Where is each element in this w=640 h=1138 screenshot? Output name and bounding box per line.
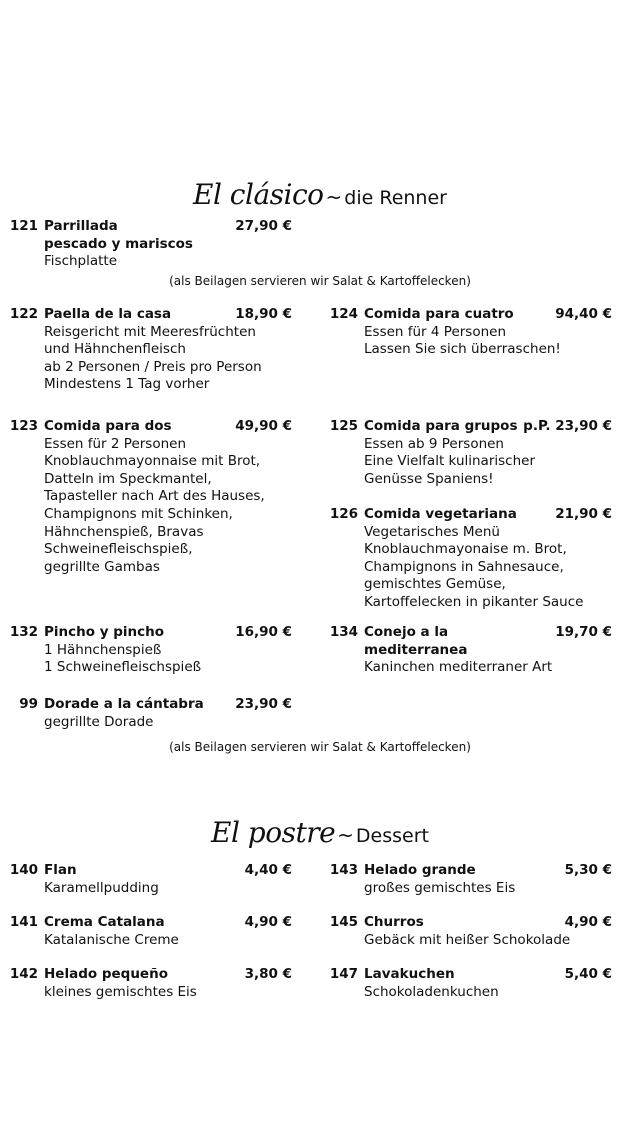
item-number: 145 <box>329 914 358 930</box>
item-price: 18,90 € <box>235 306 292 322</box>
item-number: 140 <box>9 862 38 878</box>
tilde-separator: ~ <box>325 185 343 209</box>
item-name: Paella de la casa <box>44 306 172 322</box>
item-name: Dorade a la cántabra <box>44 696 204 712</box>
item-number: 123 <box>9 418 38 434</box>
item-number: 125 <box>329 418 358 434</box>
item-name: Churros <box>364 914 424 930</box>
item-number: 122 <box>9 306 38 322</box>
item-description: Kaninchen mediterraner Art <box>364 659 553 676</box>
section-heading-postre <box>0 816 640 849</box>
item-name: Comida para cuatro <box>364 306 514 322</box>
item-description: Tapasteller nach Art des Hauses, <box>44 488 265 505</box>
item-description: großes gemischtes Eis <box>364 879 516 896</box>
item-number: 147 <box>329 966 358 982</box>
item-description: Karamellpudding <box>44 879 159 896</box>
item-number: 143 <box>329 862 358 878</box>
item-description: gegrillte Gambas <box>44 558 160 575</box>
section-subtitle: Dessert <box>355 825 429 847</box>
section-script-title: El clásico <box>193 178 324 211</box>
item-description: Essen für 4 Personen <box>364 323 507 340</box>
item-description: Fischplatte <box>44 253 118 270</box>
item-number: 126 <box>329 506 358 522</box>
item-number: 121 <box>9 218 38 234</box>
item-name: Comida para grupos <box>364 418 518 434</box>
item-description: Katalanische Creme <box>44 931 179 948</box>
item-description: Schweinefleischspieß, <box>44 541 193 558</box>
item-price: 23,90 € <box>235 696 292 712</box>
item-name: Crema Catalana <box>44 914 165 930</box>
item-description: Essen für 2 Personen <box>44 435 187 452</box>
item-price: 4,40 € <box>244 862 292 878</box>
item-name: Helado grande <box>364 862 476 878</box>
item-name: mediterranea <box>364 641 468 658</box>
item-price: 19,70 € <box>555 624 612 640</box>
item-description: 1 Schweinefleischspieß <box>44 659 202 676</box>
item-price: 4,90 € <box>564 914 612 930</box>
item-price: 27,90 € <box>235 218 292 234</box>
item-description: Eine Vielfalt kulinarischer <box>364 453 535 470</box>
item-name: Helado pequeño <box>44 966 168 982</box>
item-name: Comida para dos <box>44 418 172 434</box>
item-price: 5,40 € <box>564 966 612 982</box>
item-number: 99 <box>19 696 38 712</box>
item-description: Reisgericht mit Meeresfrüchten <box>44 323 256 340</box>
item-description: gemischtes Gemüse, <box>364 576 506 593</box>
item-number: 141 <box>9 914 38 930</box>
item-description: Gebäck mit heißer Schokolade <box>364 931 571 948</box>
item-name: Flan <box>44 862 77 878</box>
section-heading-clasico <box>0 178 640 211</box>
item-name: Pincho y pincho <box>44 624 165 640</box>
item-description: 1 Hähnchenspieß <box>44 641 162 658</box>
item-description: Schokoladenkuchen <box>364 983 499 1000</box>
item-price: 49,90 € <box>235 418 292 434</box>
item-description: Knoblauchmayonnaise mit Brot, <box>44 453 261 470</box>
section-subtitle: die Renner <box>344 187 447 209</box>
item-price: 94,40 € <box>555 306 612 322</box>
side-dish-note: (als Beilagen servieren wir Salat & Kartoffelecken) <box>169 274 471 288</box>
item-description: Champignons mit Schinken, <box>44 505 233 522</box>
section-script-title: El postre <box>211 816 336 849</box>
item-name: pescado y mariscos <box>44 235 193 252</box>
item-description: ab 2 Personen / Preis pro Person <box>44 358 262 375</box>
item-description: gegrillte Dorade <box>44 713 154 730</box>
item-description: Lassen Sie sich überraschen! <box>364 341 561 358</box>
item-description: Essen ab 9 Personen <box>364 435 504 452</box>
item-description: Hähnchenspieß, Bravas <box>44 523 204 540</box>
item-description: Datteln im Speckmantel, <box>44 470 212 487</box>
item-price: p.P. 23,90 € <box>523 418 612 434</box>
item-name: Parrillada <box>44 218 118 234</box>
item-description: Genüsse Spaniens! <box>364 470 494 487</box>
item-price: 3,80 € <box>244 966 292 982</box>
item-number: 142 <box>9 966 38 982</box>
item-number: 132 <box>9 624 38 640</box>
item-description: kleines gemischtes Eis <box>44 983 197 1000</box>
item-description: Knoblauchmayonaise m. Brot, <box>364 541 567 558</box>
item-name: Lavakuchen <box>364 966 455 982</box>
item-name: Conejo a la <box>364 624 449 640</box>
item-price: 16,90 € <box>235 624 292 640</box>
item-description: Mindestens 1 Tag vorher <box>44 376 210 393</box>
item-number: 134 <box>329 624 358 640</box>
item-description: und Hähnchenfleisch <box>44 341 186 358</box>
item-number: 124 <box>329 306 358 322</box>
tilde-separator: ~ <box>337 823 354 847</box>
item-price: 21,90 € <box>555 506 612 522</box>
item-name: Comida vegetariana <box>364 506 517 522</box>
item-description: Kartoffelecken in pikanter Sauce <box>364 593 584 610</box>
item-price: 5,30 € <box>564 862 612 878</box>
item-description: Vegetarisches Menü <box>364 523 500 540</box>
side-dish-note: (als Beilagen servieren wir Salat & Kartoffelecken) <box>169 740 471 754</box>
item-price: 4,90 € <box>244 914 292 930</box>
item-description: Champignons in Sahnesauce, <box>364 558 564 575</box>
